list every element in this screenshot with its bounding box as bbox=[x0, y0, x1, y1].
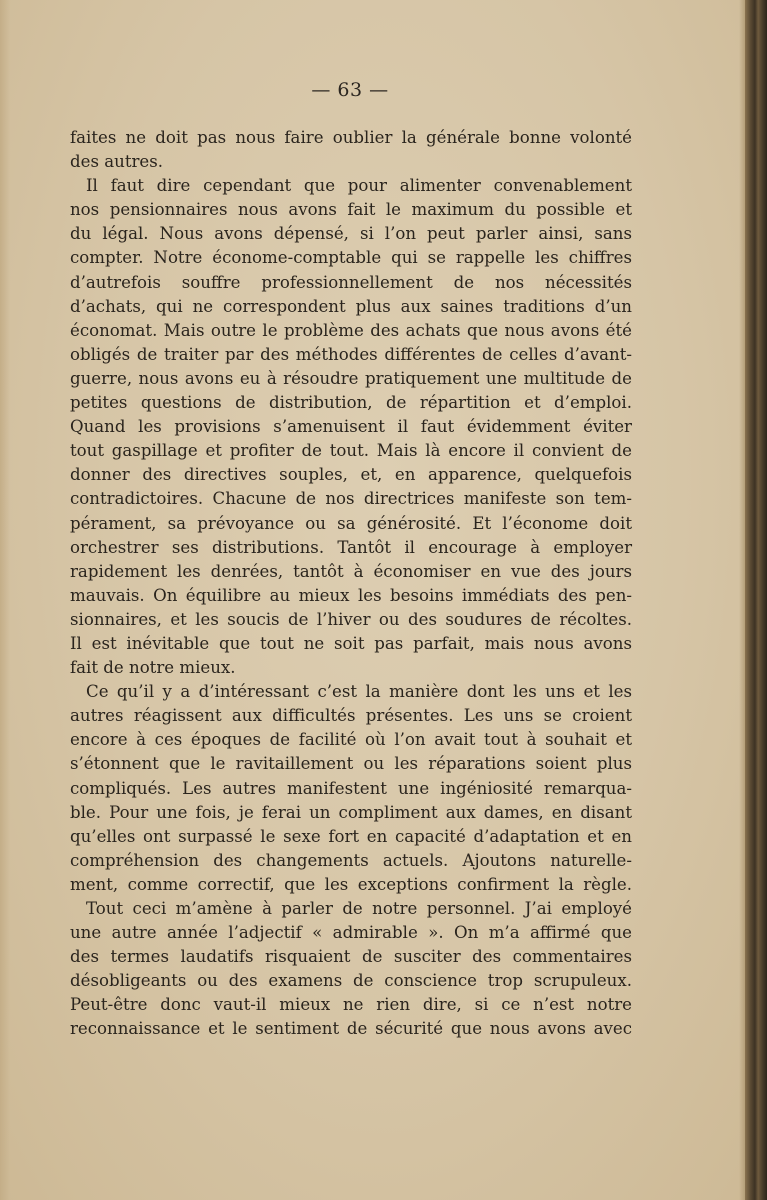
paragraph bbox=[70, 126, 632, 174]
text-line: contradictoires. Chacune de nos directrices manifeste son tem- bbox=[70, 489, 632, 509]
body-text bbox=[70, 126, 632, 1042]
text-line: Tout ceci m’amène à parler de notre personnel. J’ai employé bbox=[86, 899, 632, 918]
text-line: des termes laudatifs risquaient de susciter des commentaires bbox=[70, 947, 632, 967]
text-line: donner des directives souples, et, en apparence, quelquefois bbox=[70, 465, 632, 485]
text-line: Ce qu’il y a d’intéressant c’est la manière dont les uns et les bbox=[86, 682, 632, 702]
page-number: — 63 — bbox=[311, 79, 389, 101]
text-line: reconnaissance et le sentiment de sécurité que nous avons avec bbox=[70, 1019, 632, 1039]
text-line: nos pensionnaires nous avons fait le maximum du possible et bbox=[70, 200, 632, 220]
text-line: autres réagissent aux difficultés présentes. Les uns se croient bbox=[70, 706, 632, 726]
text-line: compliqués. Les autres manifestent une ingéniosité remarqua- bbox=[70, 778, 632, 798]
text-line: Quand les provisions s’amenuisent il faut évidemment éviter bbox=[70, 417, 632, 437]
paragraph bbox=[70, 897, 632, 1042]
text-line: du légal. Nous avons dépensé, si l’on peut parler ainsi, sans bbox=[70, 224, 632, 244]
text-line: économat. Mais outre le problème des achats que nous avons été bbox=[70, 320, 632, 340]
text-line: mauvais. On équilibre au mieux les besoins immédiats des pen- bbox=[70, 585, 632, 605]
paragraph bbox=[70, 680, 632, 897]
page-left-shadow bbox=[0, 0, 10, 1200]
text-line: rapidement les denrées, tantôt à économiser en vue des jours bbox=[70, 561, 632, 581]
text-line: Peut-être donc vaut-il mieux ne rien dire, si ce n’est notre bbox=[70, 995, 632, 1015]
text-line: désobligeants ou des examens de conscience trop scrupuleux. bbox=[70, 971, 632, 991]
text-line: obligés de traiter par des méthodes différentes de celles d’avant- bbox=[70, 344, 632, 364]
text-line: guerre, nous avons eu à résoudre pratiquement une multitude de bbox=[70, 368, 632, 388]
text-line: des autres. bbox=[70, 152, 164, 172]
text-line: faites ne doit pas nous faire oublier la générale bonne volonté bbox=[70, 128, 632, 147]
text-line: qu’elles ont surpassé le sexe fort en capacité d’adaptation et en bbox=[70, 826, 632, 846]
text-line: d’autrefois souffre professionnellement de nos nécessités bbox=[70, 272, 632, 292]
text-line: petites questions de distribution, de répartition et d’emploi. bbox=[70, 393, 632, 413]
text-line: Il est inévitable que tout ne soit pas parfait, mais nous avons bbox=[70, 633, 632, 653]
text-line: d’achats, qui ne correspondent plus aux saines traditions d’un bbox=[70, 296, 632, 316]
text-line: tout gaspillage et profiter de tout. Mais là encore il convient de bbox=[70, 441, 632, 461]
text-line: Il faut dire cependant que pour alimenter convenablement bbox=[86, 176, 632, 196]
text-line: ble. Pour une fois, je ferai un compliment aux dames, en disant bbox=[70, 802, 632, 822]
text-line: encore à ces époques de facilité où l’on avait tout à souhait et bbox=[70, 730, 632, 750]
text-line: compréhension des changements actuels. Ajoutons naturelle- bbox=[70, 850, 632, 870]
text-line: pérament, sa prévoyance ou sa générosité. Et l’économe doit bbox=[70, 513, 632, 533]
text-line: ment, comme correctif, que les exceptions confirment la règle. bbox=[70, 874, 632, 894]
text-line: s’étonnent que le ravitaillement ou les réparations soient plus bbox=[70, 754, 632, 774]
text-line: fait de notre mieux. bbox=[70, 658, 236, 678]
paragraph bbox=[70, 174, 632, 680]
book-spine bbox=[745, 0, 767, 1200]
text-line: orchestrer ses distributions. Tantôt il encourage à employer bbox=[70, 537, 632, 557]
text-line: compter. Notre économe-comptable qui se rappelle les chiffres bbox=[70, 248, 632, 268]
text-line: une autre année l’adjectif « admirable ». On m’a affirmé que bbox=[70, 923, 632, 943]
text-line: sionnaires, et les soucis de l’hiver ou des soudures de récoltes. bbox=[70, 609, 632, 629]
